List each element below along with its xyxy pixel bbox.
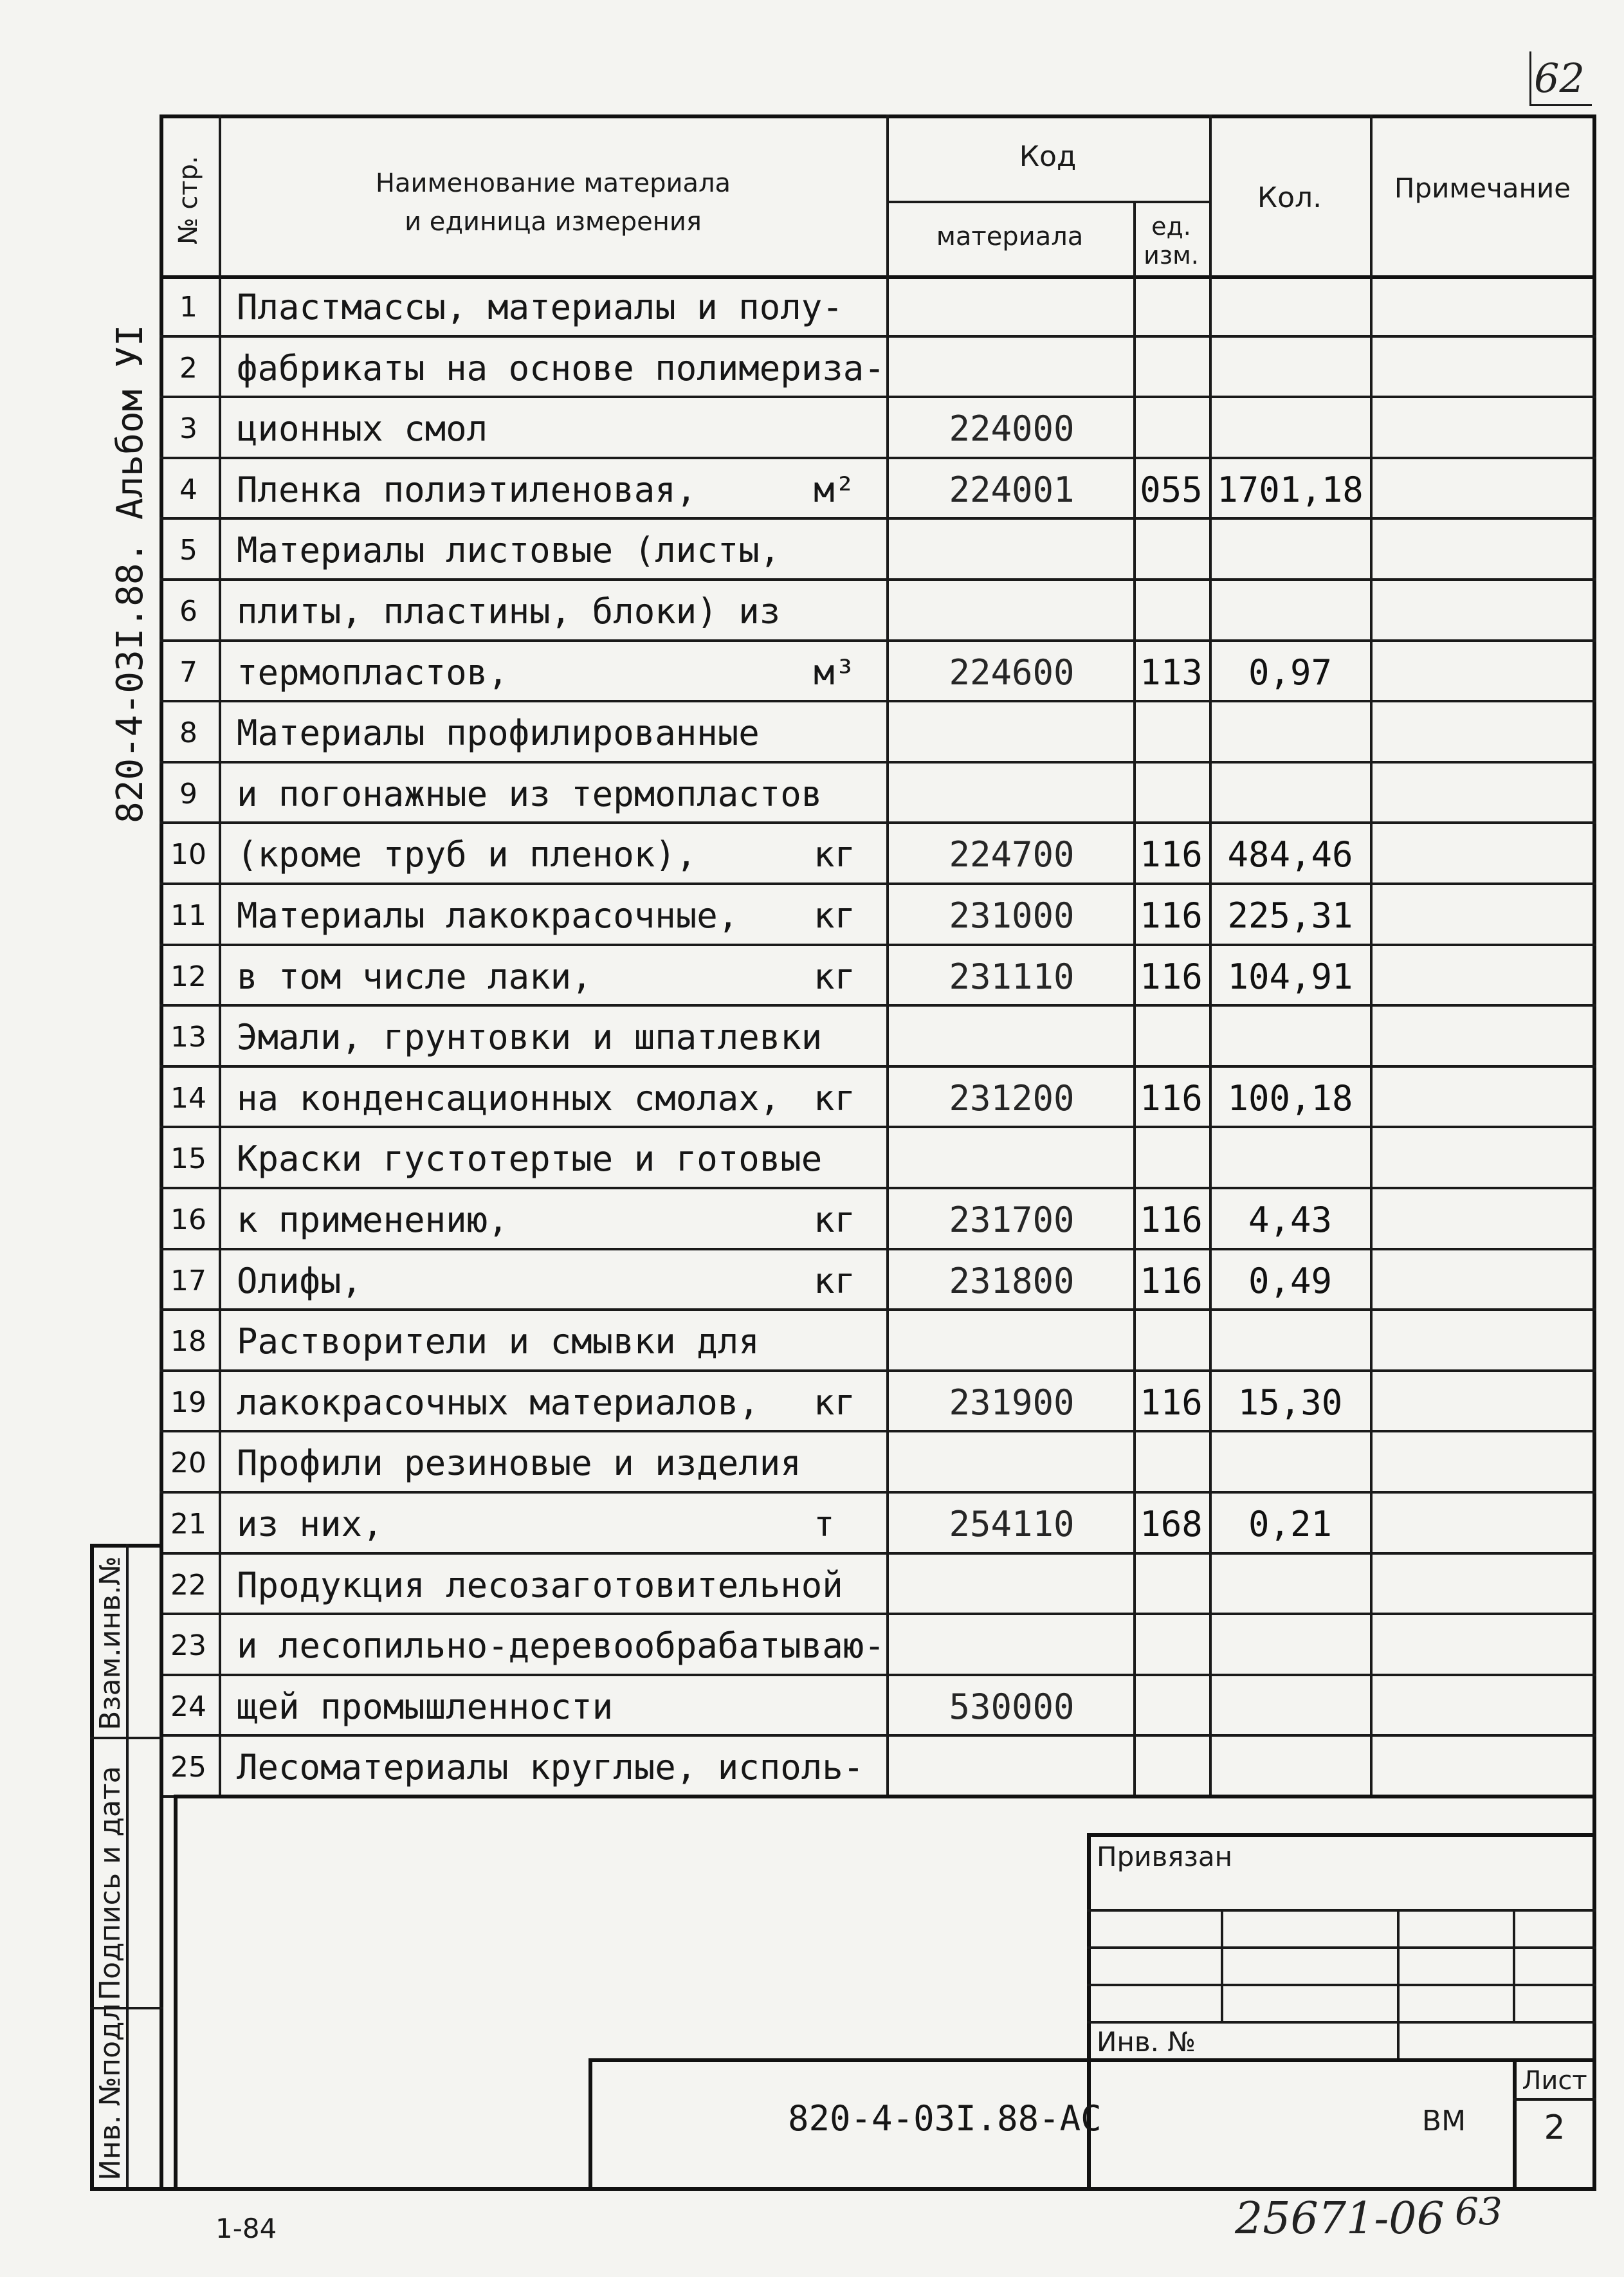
doc-code: 820-4-03I.88-АС <box>788 2098 1102 2139</box>
row-unit-code: 113 <box>1140 652 1203 693</box>
row-unit: кг <box>814 1077 856 1119</box>
sheet-number: 2 <box>1544 2108 1565 2147</box>
row-number: 5 <box>179 534 197 567</box>
table-row <box>0 1310 1624 1371</box>
row-number: 8 <box>179 717 197 750</box>
header-col-material: материала <box>936 222 1084 251</box>
row-number: 7 <box>179 655 197 689</box>
row-number: 1 <box>179 291 197 324</box>
header-col-code: Код <box>1019 140 1077 173</box>
row-name: термопластов, <box>237 652 509 693</box>
table-row <box>0 884 1624 945</box>
row-name: щей промышленности <box>237 1686 614 1727</box>
row-unit-code: 116 <box>1140 1077 1203 1119</box>
row-material-code: 231700 <box>949 1200 1075 1240</box>
row-material-code: 231000 <box>949 895 1075 936</box>
table-row <box>0 823 1624 884</box>
header-col-name-2: и единица измерения <box>405 207 702 237</box>
table-row <box>0 275 1624 336</box>
row-unit-code: 116 <box>1140 956 1203 997</box>
header-col-unit-2: изм. <box>1144 241 1199 270</box>
row-number: 2 <box>179 351 197 385</box>
row-name: Материалы профилированные <box>237 713 760 754</box>
row-number: 13 <box>170 1021 206 1054</box>
row-unit: кг <box>814 895 856 936</box>
frame-bottom-line <box>90 2187 1596 2191</box>
row-name: Профили резиновые и изделия <box>237 1443 801 1484</box>
privyazan-label: Привязан <box>1097 1841 1233 1872</box>
row-name: Эмали, грунтовки и шпатлевки <box>237 1017 823 1058</box>
row-unit-code: 168 <box>1140 1504 1203 1544</box>
table-top-border <box>160 114 1596 118</box>
row-name: и погонажные из термопластов <box>237 773 823 814</box>
row-number: 17 <box>170 1264 206 1297</box>
row-material-code: 224001 <box>949 469 1075 510</box>
row-quantity: 0,97 <box>1248 652 1333 693</box>
privyazan-col-2 <box>1397 1909 1400 2058</box>
row-number: 12 <box>170 960 206 993</box>
row-name: плиты, пластины, блоки) из <box>237 591 781 632</box>
row-unit: кг <box>814 1200 856 1240</box>
row-unit: м³ <box>814 652 856 693</box>
table-row <box>0 1188 1624 1249</box>
side-album-label: 820-4-03I.88. Альбом УI <box>109 324 151 823</box>
privyazan-line-1 <box>1087 1909 1596 1912</box>
sheet-label: Лист <box>1522 2066 1587 2096</box>
row-name: к применению, <box>237 1200 509 1240</box>
row-name: Пленка полиэтиленовая, <box>237 469 697 510</box>
doccode-top <box>588 2058 1596 2062</box>
table-row <box>0 458 1624 519</box>
row-quantity: 225,31 <box>1227 895 1353 936</box>
row-unit: кг <box>814 956 856 997</box>
row-material-code: 224600 <box>949 652 1075 693</box>
row-name: Материалы листовые (листы, <box>237 530 781 571</box>
table-row <box>0 1492 1624 1553</box>
row-quantity: 4,43 <box>1248 1200 1333 1240</box>
table-bottom-line <box>174 1795 1596 1798</box>
row-name: в том числе лаки, <box>237 956 592 997</box>
row-name: и лесопильно-деревообрабатываю- <box>237 1625 885 1667</box>
doccode-left <box>588 2058 592 2191</box>
privyazan-line-3 <box>1087 1984 1596 1986</box>
row-name: лакокрасочных материалов, <box>237 1382 760 1423</box>
row-unit: м² <box>814 469 856 510</box>
privyazan-line-2 <box>1087 1946 1596 1949</box>
header-col-no: № стр. <box>174 156 203 244</box>
table-row <box>0 518 1624 580</box>
privyazan-top <box>1087 1833 1596 1837</box>
privyazan-line-4 <box>1087 2021 1596 2024</box>
row-number: 21 <box>170 1508 206 1541</box>
handwritten-number-2: 63 <box>1455 2190 1502 2233</box>
row-name: Лесоматериалы круглые, исполь- <box>237 1747 864 1788</box>
row-number: 3 <box>179 412 197 446</box>
header-col-name-1: Наименование материала <box>375 169 731 198</box>
row-name: на конденсационных смолах, <box>237 1077 781 1119</box>
row-number: 11 <box>170 899 206 932</box>
table-row <box>0 1249 1624 1310</box>
table-row <box>0 701 1624 762</box>
table-row <box>0 641 1624 702</box>
row-number: 22 <box>170 1568 206 1602</box>
row-quantity: 1701,18 <box>1217 469 1364 510</box>
stamp-sign-date: Подпись и дата <box>94 1766 127 2000</box>
privyazan-col-3 <box>1513 1909 1515 2021</box>
row-number: 15 <box>170 1142 206 1176</box>
table-row <box>0 1127 1624 1188</box>
table-row <box>0 1066 1624 1128</box>
header-col-unit-1: ед. <box>1151 212 1191 241</box>
table-row <box>0 1614 1624 1675</box>
row-name: Растворители и смывки для <box>237 1321 760 1362</box>
row-number: 20 <box>170 1447 206 1480</box>
doc-mark: ВМ <box>1421 2105 1466 2137</box>
row-material-code: 224000 <box>949 408 1075 450</box>
stamp-inv-orig: Инв. №подл <box>94 2003 127 2181</box>
row-material-code: 231200 <box>949 1077 1075 1119</box>
row-name: фабрикаты на основе полимериза- <box>237 347 885 389</box>
table-row <box>0 1431 1624 1492</box>
row-quantity: 484,46 <box>1227 834 1353 875</box>
table-row <box>0 580 1624 641</box>
row-number: 23 <box>170 1629 206 1663</box>
page-code: 1-84 <box>215 2213 277 2244</box>
row-number: 6 <box>179 595 197 628</box>
table-row <box>0 1735 1624 1797</box>
table-row <box>0 762 1624 823</box>
row-number: 9 <box>179 777 197 810</box>
stamp-inv-repl: Взам.инв.№ <box>94 1556 127 1730</box>
row-material-code: 224700 <box>949 834 1075 875</box>
page-mark: 62 <box>1534 55 1585 102</box>
row-unit-code: 116 <box>1140 1200 1203 1240</box>
row-material-code: 530000 <box>949 1686 1075 1727</box>
stamp-div-1 <box>90 1737 163 1739</box>
table-row <box>0 1553 1624 1614</box>
row-name: Олифы, <box>237 1260 363 1301</box>
sheet-label-line <box>1513 2098 1596 2101</box>
row-material-code: 231110 <box>949 956 1075 997</box>
table-row <box>0 1005 1624 1066</box>
stamp-strip-right <box>160 1544 163 2187</box>
row-name: Пластмассы, материалы и полу- <box>237 287 843 327</box>
row-name: из них, <box>237 1504 383 1544</box>
row-name: Продукция лесозаготовительной <box>237 1564 843 1605</box>
row-material-code: 254110 <box>949 1504 1075 1544</box>
table-row <box>0 1371 1624 1432</box>
row-number: 4 <box>179 473 197 506</box>
inv-no-label: Инв. № <box>1097 2026 1196 2058</box>
row-quantity: 0,21 <box>1248 1504 1333 1544</box>
row-name: (кроме труб и пленок), <box>237 834 697 875</box>
row-unit-code: 116 <box>1140 834 1203 875</box>
row-unit-code: 116 <box>1140 1260 1203 1301</box>
row-number: 18 <box>170 1325 206 1358</box>
row-unit-code: 116 <box>1140 1382 1203 1423</box>
row-number: 19 <box>170 1385 206 1419</box>
row-number: 10 <box>170 838 206 872</box>
row-number: 14 <box>170 1081 206 1115</box>
row-unit: т <box>814 1504 835 1544</box>
row-unit-code: 055 <box>1140 469 1203 510</box>
row-quantity: 15,30 <box>1237 1382 1343 1423</box>
row-unit: кг <box>814 1382 856 1423</box>
table-row <box>0 397 1624 458</box>
handwritten-number: 25671-06 <box>1235 2193 1445 2244</box>
row-number: 16 <box>170 1203 206 1236</box>
row-quantity: 0,49 <box>1248 1260 1333 1301</box>
row-name: Краски густотертые и готовые <box>237 1138 823 1180</box>
privyazan-col-1 <box>1221 1909 1223 2021</box>
row-quantity: 100,18 <box>1227 1077 1353 1119</box>
row-number: 24 <box>170 1690 206 1723</box>
row-quantity: 104,91 <box>1227 956 1353 997</box>
row-unit: кг <box>814 834 856 875</box>
table-row <box>0 1675 1624 1736</box>
row-name: ционных смол <box>237 408 488 450</box>
row-material-code: 231800 <box>949 1260 1075 1301</box>
row-material-code: 231900 <box>949 1382 1075 1423</box>
header-col-qty: Кол. <box>1257 181 1322 214</box>
page-mark-underline <box>1531 104 1592 106</box>
row-unit: кг <box>814 1260 856 1301</box>
table-row <box>0 336 1624 398</box>
frame-left-lower <box>174 1795 178 2191</box>
page-mark-divider <box>1529 51 1531 106</box>
code-sub-line <box>886 201 1209 203</box>
header-col-note: Примечание <box>1394 172 1571 204</box>
row-name: Материалы лакокрасочные, <box>237 895 739 936</box>
row-unit-code: 116 <box>1140 895 1203 936</box>
row-number: 25 <box>170 1751 206 1784</box>
table-row <box>0 945 1624 1006</box>
